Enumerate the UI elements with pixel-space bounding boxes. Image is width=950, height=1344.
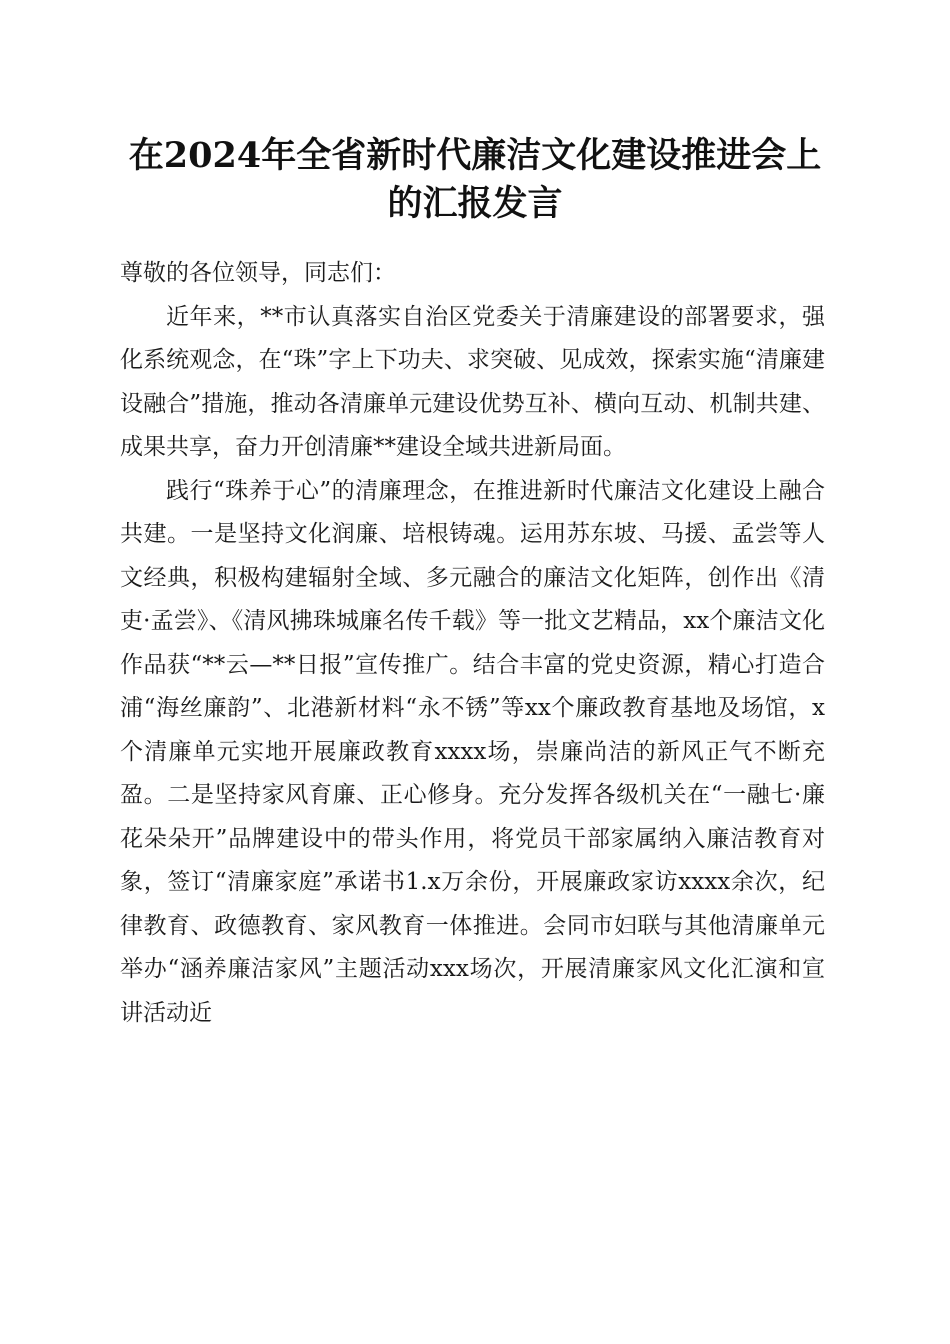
paragraph-intro: 近年来，**市认真落实自治区党委关于清廉建设的部署要求，强化系统观念，在“珠”字上下功夫、求突破、见成效，探索实施“清廉建设融合”措施，推动各清廉单元建设优势互补、横向互动、机制共建、成果共享，奋力开创清廉**建设全域共进新局面。 — [120, 303, 825, 460]
salutation: 尊敬的各位领导，同志们： — [120, 260, 396, 286]
paragraph-culture: 践行“珠养于心”的清廉理念，在推进新时代廉洁文化建设上融合共建。一是坚持文化润廉、培根铸魂。运用苏东坡、马援、孟尝等人文经典，积极构建辐射全域、多元融合的廉洁文化矩阵，创作出《清吏·孟尝》、《清风拂珠城廉名传千载》等一批文艺精品，xx个廉洁文化作品获“**云—**日报”宣传推广。结合丰富的党史资源，精心打造合浦“海丝廉韵”、北港新材料“永不锈”等xx个廉政教育基地及场馆，x个清廉单元实地开展廉政教育xxxx场，崇廉尚洁的新风正气不断充盈。二是坚持家风育廉、正心修身。充分发挥各级机关在“一融七·廉花朵朵开”品牌建设中的带头作用，将党员干部家属纳入廉洁教育对象，签订“清廉家庭”承诺书1.x万余份，开展廉政家访xxxx余次，纪律教育、政德教育、家风教育一体推进。会同市妇联与其他清廉单元举办“涵养廉洁家风”主题活动xxx场次，开展清廉家风文化汇演和宣讲活动近 — [120, 477, 825, 1026]
document-title: 在2024年全省新时代廉洁文化建设推进会上的汇报发言 — [128, 135, 822, 224]
document-body — [120, 252, 825, 1035]
